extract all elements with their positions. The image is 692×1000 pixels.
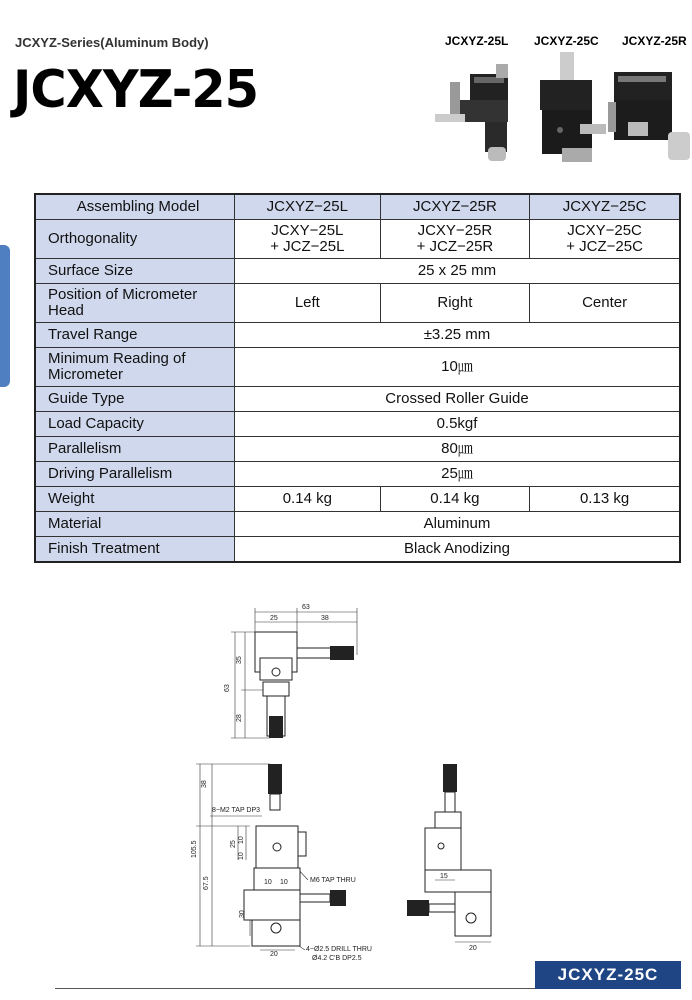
dim-38: 38 — [201, 780, 208, 788]
product-image-r — [608, 62, 692, 174]
table-cell: 10㎛ — [235, 348, 681, 387]
product-image-l — [430, 52, 525, 162]
table-row — [35, 284, 680, 323]
row-label: Load Capacity — [35, 412, 235, 437]
dim-20: 20 — [469, 945, 477, 952]
table-cell: 0.13 kg — [530, 487, 680, 512]
table-row — [35, 462, 680, 487]
dim-10d: 10 — [280, 879, 288, 886]
side-tab — [0, 245, 10, 387]
table-row — [35, 259, 680, 284]
table-cell: ±3.25 mm — [235, 323, 681, 348]
dim-675: 67.5 — [203, 876, 210, 890]
spec-table — [34, 193, 681, 563]
row-label: Driving Parallelism — [35, 462, 235, 487]
table-cell: Black Anodizing — [235, 537, 681, 563]
row-label: Minimum Reading of Micrometer — [35, 348, 235, 387]
table-cell: JCXY−25R + JCZ−25R — [380, 220, 530, 259]
model-badge: JCXYZ-25C — [535, 961, 681, 989]
row-label: Travel Range — [35, 323, 235, 348]
table-cell: Center — [530, 284, 680, 323]
table-row — [35, 537, 680, 563]
table-row — [35, 512, 680, 537]
table-cell: Left — [235, 284, 381, 323]
row-label: Material — [35, 512, 235, 537]
note-drill1: 4−Ø2.5 DRILL THRU — [306, 946, 372, 953]
table-cell: JCXY−25C + JCZ−25C — [530, 220, 680, 259]
series-subtitle: JCXYZ-Series(Aluminum Body) — [15, 35, 209, 50]
table-cell: 80㎛ — [235, 437, 681, 462]
dim-25: 25 — [230, 840, 237, 848]
table-row — [35, 220, 680, 259]
dim-63: 63 — [302, 604, 310, 611]
dim-10b: 10 — [238, 852, 245, 860]
note-drill2: Ø4.2 C'B DP2.5 — [312, 955, 362, 962]
table-cell: 0.14 kg — [380, 487, 530, 512]
table-row — [35, 387, 680, 412]
dim-28: 28 — [236, 714, 243, 722]
table-cell: Crossed Roller Guide — [235, 387, 681, 412]
model-label-r: JCXYZ-25R — [622, 34, 687, 48]
table-row — [35, 487, 680, 512]
dim-15: 15 — [440, 873, 448, 880]
footer-divider — [55, 988, 535, 989]
row-label: Finish Treatment — [35, 537, 235, 563]
table-row — [35, 437, 680, 462]
row-label: Weight — [35, 487, 235, 512]
row-label: Position of Micrometer Head — [35, 284, 235, 323]
page-title: JCXYZ-25 — [13, 60, 259, 120]
col-header-r: JCXYZ−25R — [380, 194, 530, 220]
dim-10a: 10 — [238, 836, 245, 844]
col-header-l: JCXYZ−25L — [235, 194, 381, 220]
dim-38: 38 — [321, 615, 329, 622]
note-tap: 8−M2 TAP DP3 — [212, 807, 261, 814]
table-row — [35, 348, 680, 387]
table-row — [35, 412, 680, 437]
col-header-c: JCXYZ−25C — [530, 194, 680, 220]
product-image-c — [520, 48, 610, 173]
table-cell: JCXY−25L + JCZ−25L — [235, 220, 381, 259]
dim-20: 20 — [270, 951, 278, 958]
row-label: Guide Type — [35, 387, 235, 412]
table-cell: 0.14 kg — [235, 487, 381, 512]
table-cell: Right — [380, 284, 530, 323]
table-row — [35, 323, 680, 348]
dim-63v: 63 — [224, 684, 231, 692]
table-cell: 0.5kgf — [235, 412, 681, 437]
row-label: Surface Size — [35, 259, 235, 284]
dim-30: 30 — [239, 910, 246, 918]
front-view-drawing — [190, 760, 385, 965]
col-header-model: Assembling Model — [35, 194, 235, 220]
row-label: Orthogonality — [35, 220, 235, 259]
dim-25: 25 — [270, 615, 278, 622]
top-view-drawing — [215, 600, 365, 745]
note-m6: M6 TAP THRU — [310, 877, 356, 884]
table-cell: 25㎛ — [235, 462, 681, 487]
side-view-drawing — [395, 760, 505, 960]
model-label-c: JCXYZ-25C — [534, 34, 599, 48]
dim-105: 105.5 — [191, 840, 198, 858]
table-cell: Aluminum — [235, 512, 681, 537]
row-label: Parallelism — [35, 437, 235, 462]
dim-35: 35 — [236, 656, 243, 664]
dim-10c: 10 — [264, 879, 272, 886]
table-row — [35, 194, 680, 220]
model-label-l: JCXYZ-25L — [445, 34, 509, 48]
table-cell: 25 x 25 mm — [235, 259, 681, 284]
